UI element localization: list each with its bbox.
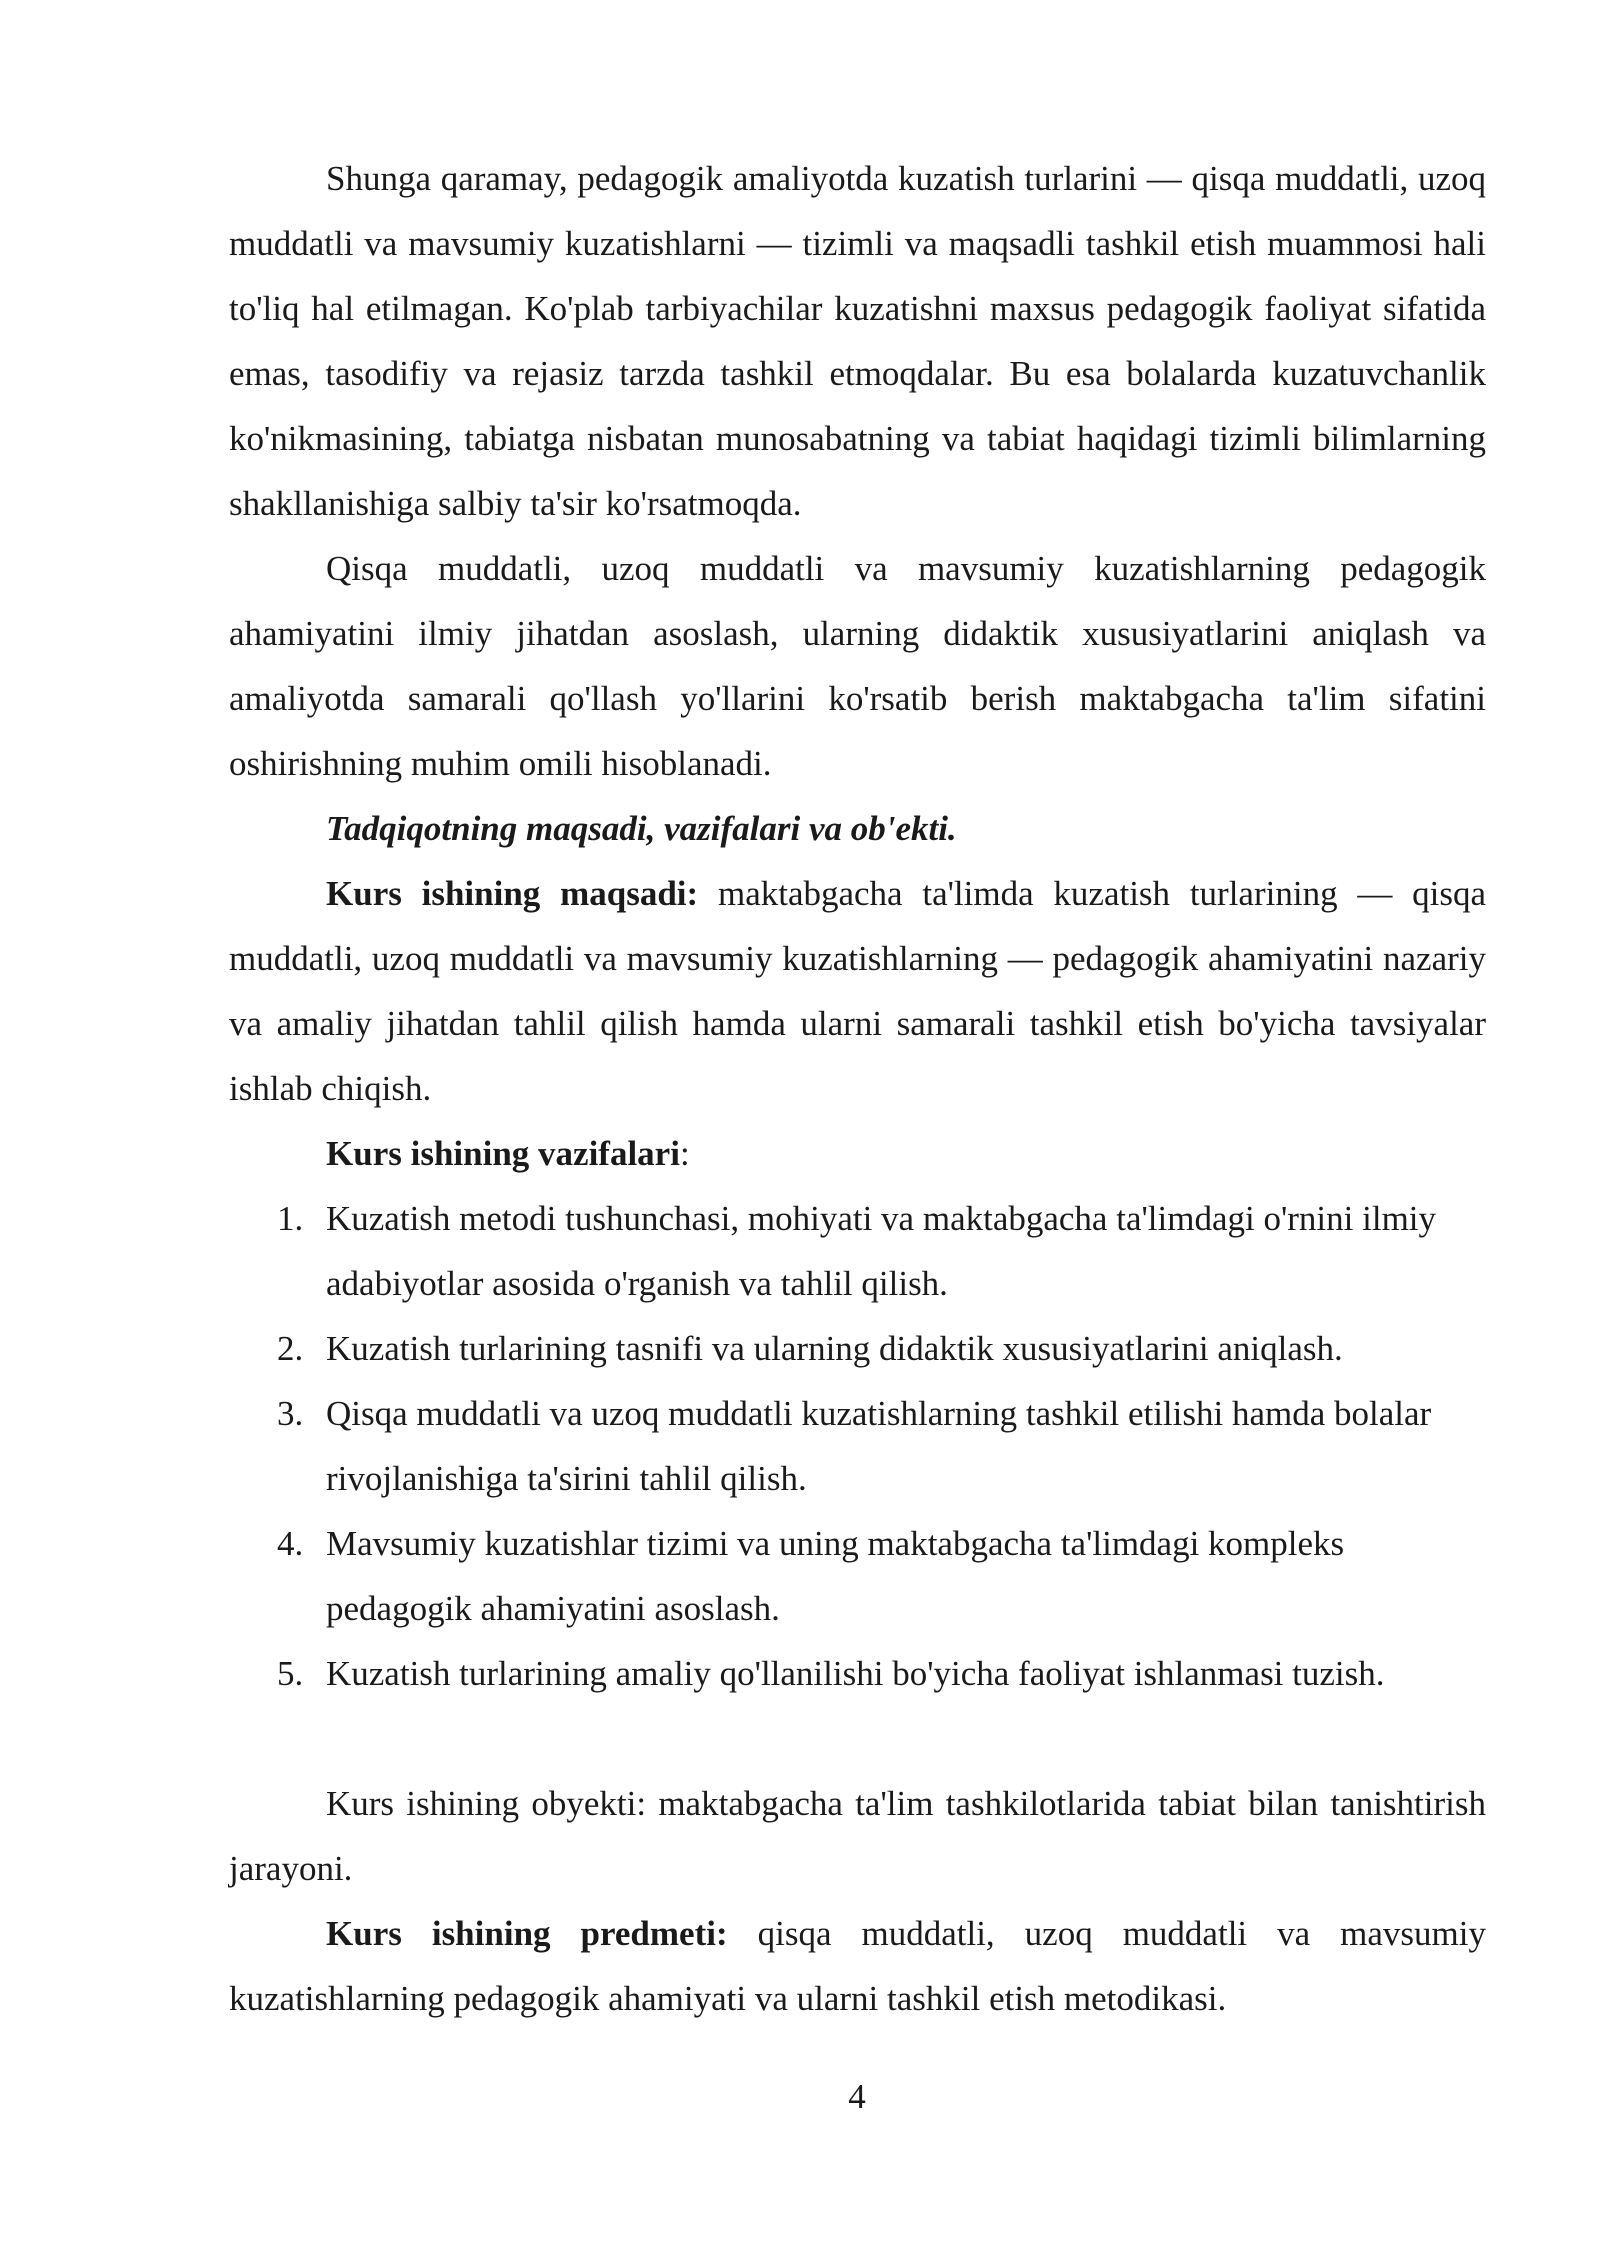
list-item-number: 1. xyxy=(277,1199,304,1238)
goal-paragraph xyxy=(229,861,1486,1121)
list-item-text: Qisqa muddatli va uzoq muddatli kuzatishlarning tashkil etilishi hamda bolalar rivojlanishiga ta'sirini tahlil qilish. xyxy=(326,1394,1432,1498)
list-item xyxy=(229,1381,1486,1511)
subject-paragraph xyxy=(229,1901,1486,2031)
list-item-text: Kuzatish turlarining amaliy qo'llanilishi bo'yicha faoliyat ishlanmasi tuzish. xyxy=(326,1654,1385,1693)
tasks-heading xyxy=(229,1121,1486,1186)
list-item-number: 2. xyxy=(277,1329,304,1368)
list-item-number: 4. xyxy=(277,1524,304,1563)
paragraph-significance: Qisqa muddatli, uzoq muddatli va mavsumiy kuzatishlarning pedagogik ahamiyatini ilmiy jihatdan asoslash, ularning didaktik xususiyatlarini aniqlash va amaliyotda samarali qo'llash yo'llarini ko'rsatib berish maktabgacha ta'lim sifatini oshirishning muhim omili hisoblanadi. xyxy=(229,549,1486,783)
goal-label: Kurs ishining maqsadi: xyxy=(326,874,699,913)
list-item xyxy=(229,1186,1486,1316)
tasks-colon: : xyxy=(679,1134,690,1173)
list-item-text: Mavsumiy kuzatishlar tizimi va uning maktabgacha ta'limdagi kompleks pedagogik ahamiyatini asoslash. xyxy=(326,1524,1345,1628)
subject-text: qisqa muddatli, uzoq muddatli va mavsumiy kuzatishlarning pedagogik ahamiyati va ularni tashkil etish metodikasi. xyxy=(229,1914,1486,2018)
tasks-label: Kurs ishining vazifalari xyxy=(326,1134,680,1173)
list-item xyxy=(229,1641,1486,1706)
list-item-number: 3. xyxy=(277,1394,304,1433)
document-page xyxy=(229,146,1486,2031)
list-item-text: Kuzatish turlarining tasnifi va ularning didaktik xususiyatlarini aniqlash. xyxy=(326,1329,1343,1368)
list-item xyxy=(229,1511,1486,1641)
paragraph-problem-statement: Shunga qaramay, pedagogik amaliyotda kuzatish turlarini — qisqa muddatli, uzoq muddatli va mavsumiy kuzatishlarni — tizimli va maqsadli tashkil etish muammosi hali to'liq hal etilmagan. Ko'plab tarbiyachilar kuzatishni maxsus pedagogik faoliyat sifatida emas, tasodifiy va rejasiz tarzda tashkil etmoqdalar. Bu esa bolalarda kuzatuvchanlik ko'nikmasining, tabiatga nisbatan munosabatning va tabiat haqidagi tizimli bilimlarning shakllanishiga salbiy ta'sir ko'rsatmoqda. xyxy=(229,159,1486,523)
page-number: 4 xyxy=(848,2077,866,2116)
section-heading: Tadqiqotning maqsadi, vazifalari va ob'ekti. xyxy=(326,809,957,848)
subject-label: Kurs ishining predmeti: xyxy=(326,1914,728,1953)
tasks-list xyxy=(229,1186,1486,1706)
blank-line xyxy=(229,1706,1486,1771)
goal-text: maktabgacha ta'limda kuzatish turlarining — qisqa muddatli, uzoq muddatli va mavsumiy kuzatishlarning — pedagogik ahamiyatini nazariy va amaliy jihatdan tahlil qilish hamda ularni samarali tashkil etish bo'yicha tavsiyalar ishlab chiqish. xyxy=(229,874,1487,1108)
object-paragraph: Kurs ishining obyekti: maktabgacha ta'lim tashkilotlarida tabiat bilan tanishtirish jarayoni. xyxy=(229,1784,1486,1888)
list-item-number: 5. xyxy=(277,1654,304,1693)
list-item xyxy=(229,1316,1486,1381)
list-item-text: Kuzatish metodi tushunchasi, mohiyati va maktabgacha ta'limdagi o'rnini ilmiy adabiyotlar asosida o'rganish va tahlil qilish. xyxy=(326,1199,1437,1303)
